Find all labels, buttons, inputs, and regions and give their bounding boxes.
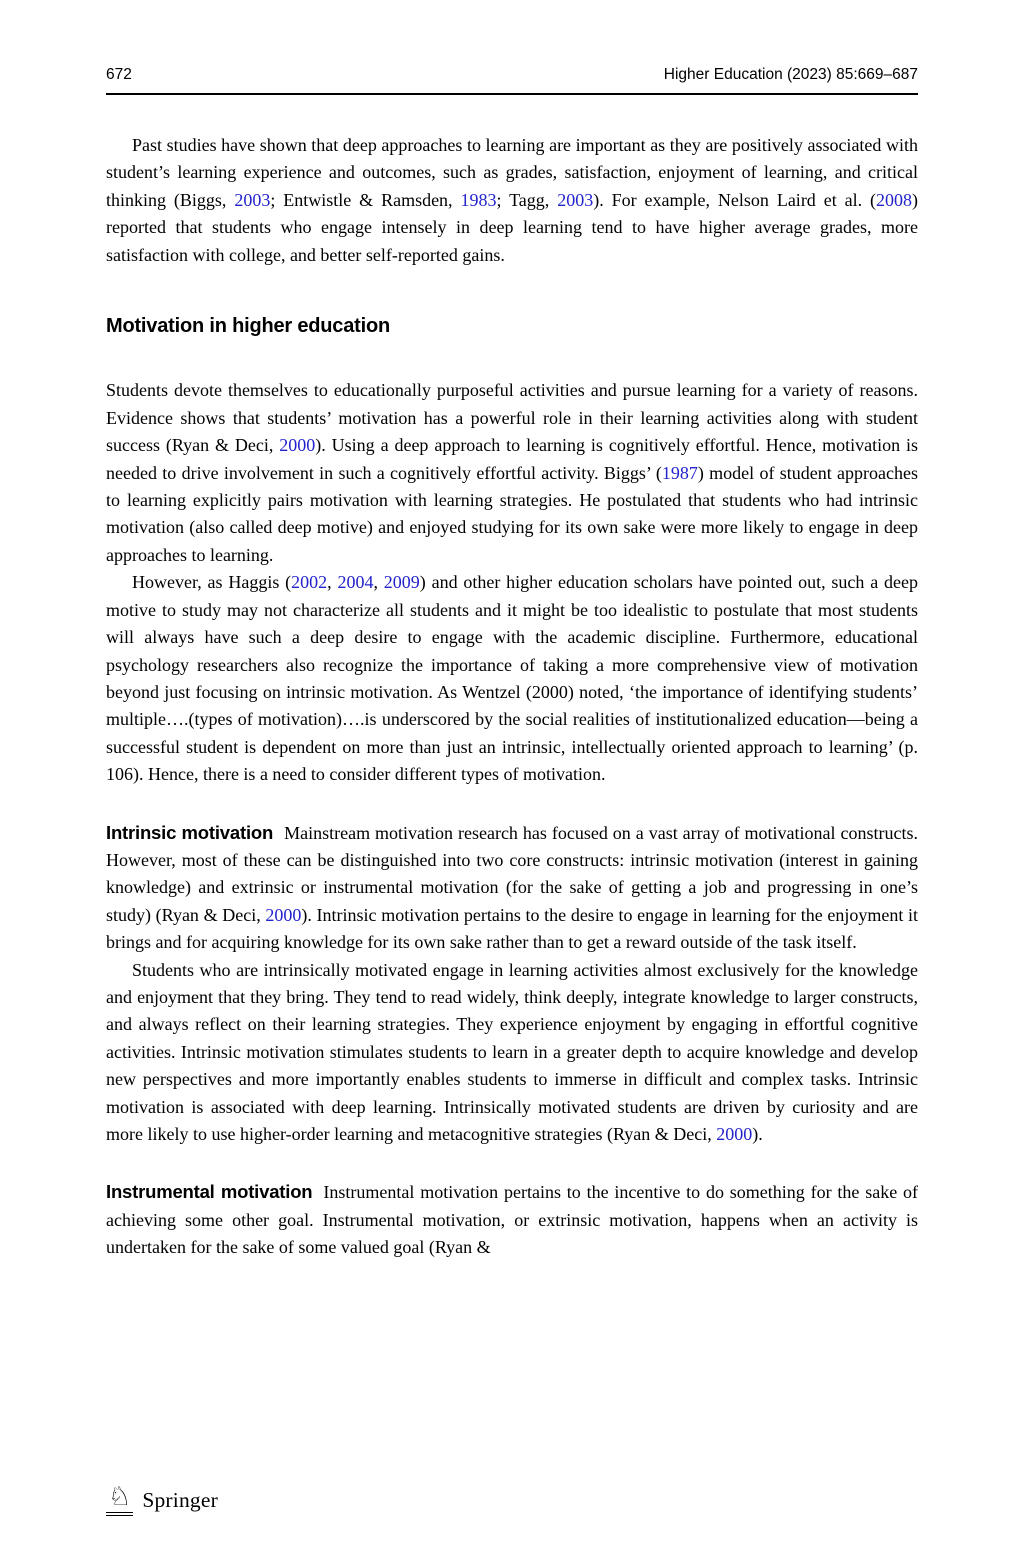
body-text: Students who are intrinsically motivated engage in learning activities almost exclusively for the knowledge and enjoyment that they bring. They tend to read widely, think deeply, integrate knowledge to larger constructs, and always reflect on their learning strategies. They experience enjoyment by engaging in effortful cognitive activities. Intrinsic motivation stimulates students to learn in a greater depth to acquire knowledge and develop new perspectives and more importantly enables students to immerse in difficult and complex tasks. Intrinsic motivation is associated with deep learning. Intrinsically motivated students are driven by curiosity and are more likely to use higher-order learning and metacognitive strategies (Ryan & Deci,: [106, 959, 918, 1144]
page-number: 672: [106, 66, 132, 83]
body-text: ).: [752, 1124, 763, 1144]
subsection-paragraph: [106, 1178, 918, 1261]
paragraph: [106, 377, 918, 569]
run-in-heading: Instrumental motivation: [106, 1181, 313, 1203]
citation-link[interactable]: 1987: [661, 462, 698, 483]
body-text: Instrumental motivation pertains to the incentive to do something for the sake of achieving some other goal. Instrumental motivation, or extrinsic motivation, happens when an activity is undertaken for the sake of some valued goal (Ryan &: [106, 1182, 918, 1258]
citation-link[interactable]: 2009: [383, 572, 420, 593]
paragraph: [106, 957, 918, 1149]
subsection-paragraph: [106, 819, 918, 957]
springer-knight-icon: ♘: [106, 1484, 133, 1516]
body-text: ; Tagg,: [496, 189, 558, 210]
body-text: ) and other higher education scholars have pointed out, such a deep motive to study may not characterize all students and it might be too idealistic to postulate that most students will always have such a deep desire to engage with the academic discipline. Furthermore, educational psychology researchers also recognize the importance of taking a more comprehensive view of motivation beyond just focusing on intrinsic motivation. As Wentzel (2000) noted, ‘the importance of identifying students’ multiple….(types of motivation)….is underscored by the social realities of institutionalized education—being a successful student is dependent on more than just an intrinsic, intellectually oriented approach to learning’ (p. 106). Hence, there is a need to consider different types of motivation.: [106, 572, 919, 785]
citation-link[interactable]: 2003: [234, 189, 271, 210]
body-text: Past studies have shown that deep approaches to learning are important as they are positively associated with student’s learning experience and outcomes, such as grades, satisfaction, enjoyment of learning, and critical thinking (Biggs,: [106, 135, 918, 210]
citation-link[interactable]: 2000: [265, 904, 302, 925]
citation-link[interactable]: 2002: [291, 572, 328, 593]
citation-link[interactable]: 2008: [876, 189, 913, 210]
body-text: Mainstream motivation research has focused on a vast array of motivational constructs. However, most of these can be distinguished into two core constructs: intrinsic motivation (interest in gaining knowledge) and extrinsic or instrumental motivation (for the sake of getting a job and progressing in one’s study) (Ryan & Deci,: [106, 822, 918, 925]
body-text: ). For example, Nelson Laird et al. (: [593, 189, 877, 210]
section-heading: Motivation in higher education: [106, 315, 391, 338]
body-text: ; Entwistle & Ramsden,: [270, 189, 461, 210]
body-text: Students devote themselves to educationally purposeful activities and pursue learning for a variety of reasons. Evidence shows that students’ motivation has a powerful role in their learning activities along with student success (Ryan & Deci,: [106, 380, 918, 456]
body-text: ,: [327, 572, 338, 593]
body-text: ). Intrinsic motivation pertains to the desire to engage in learning for the enjoyment it brings and for acquiring knowledge for its own sake rather than to get a reward outside of the task itself.: [106, 904, 918, 953]
article-body: [106, 132, 918, 1262]
citation-link[interactable]: 1983: [460, 189, 497, 210]
paragraph: [106, 569, 918, 788]
body-text: ) model of student approaches to learning explicitly pairs motivation with learning strategies. He postulated that students who had intrinsic motivation (also called deep motive) and enjoyed studying for its own sake were more likely to engage in deep approaches to learning.: [106, 462, 918, 565]
body-text: ). Using a deep approach to learning is cognitively effortful. Hence, motivation is needed to drive involvement in such a cognitively effortful activity. Biggs’ (: [106, 435, 918, 483]
publisher-footer: [106, 1484, 218, 1516]
citation-link[interactable]: 2004: [337, 572, 374, 593]
body-text: ,: [373, 572, 384, 593]
citation-link[interactable]: 2000: [716, 1124, 753, 1144]
paragraph: [106, 132, 918, 269]
body-text: However, as Haggis (: [132, 572, 292, 593]
journal-reference: Higher Education (2023) 85:669–687: [663, 66, 918, 83]
citation-link[interactable]: 2003: [557, 189, 594, 210]
body-text: ) reported that students who engage intensely in deep learning tend to have higher average grades, more satisfaction with college, and better self-reported gains.: [106, 189, 919, 265]
publisher-name: Springer: [142, 1487, 218, 1512]
running-head: [106, 66, 918, 95]
citation-link[interactable]: 2000: [279, 435, 316, 456]
run-in-heading: Intrinsic motivation: [106, 821, 274, 843]
